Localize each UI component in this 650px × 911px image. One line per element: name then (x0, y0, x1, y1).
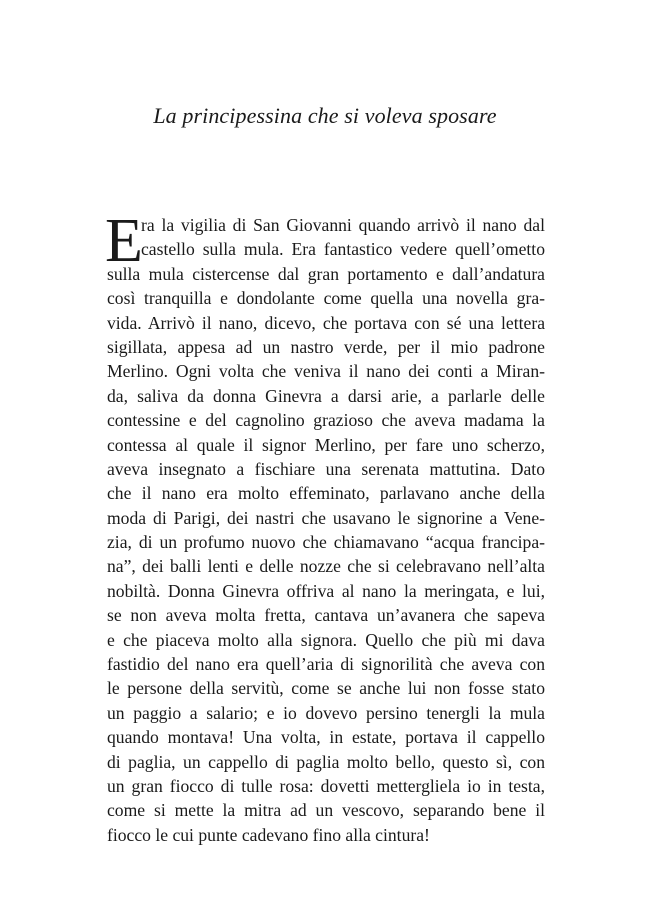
text-line: così tranquilla e dondolante come quella una novella gra- (107, 288, 545, 309)
text-line: Merlino. Ogni volta che veniva il nano dei conti a Miran- (107, 361, 545, 382)
text-line: zia, di un profumo nuovo che chiamavano “acqua francipa- (107, 532, 545, 553)
text-line: di paglia, un cappello di paglia molto bello, questo sì, con (107, 751, 545, 772)
text-line: vida. Arrivò il nano, dicevo, che portava con sé una lettera (107, 312, 545, 333)
text-line: un gran fiocco di tulle rosa: dovetti mettergliela io in testa, (107, 775, 545, 796)
text-line: castello sulla mula. Era fantastico vedere quell’ometto (141, 239, 545, 260)
drop-cap: E (105, 207, 143, 275)
text-line: quando montava! Una volta, in estate, portava il cappello (107, 727, 545, 748)
text-line: ra la vigilia di San Giovanni quando arrivò il nano dal (141, 215, 545, 235)
text-line: che il nano era molto effeminato, parlavano anche della (107, 483, 545, 504)
chapter-title: La principessina che si voleva sposare (153, 103, 497, 128)
text-line: contessa al quale il signor Merlino, per fare uno scherzo, (107, 434, 545, 455)
text-line: aveva insegnato a fischiare una serenata mattutina. Dato (107, 458, 545, 479)
text-line: le persone della servitù, come se anche lui non fosse stato (107, 678, 545, 699)
text-line: moda di Parigi, dei nastri che usavano le signorine a Vene- (107, 507, 545, 528)
text-line: fiocco le cui punte cadevano fino alla cintura! (107, 824, 430, 845)
text-line: e che piaceva molto alla signora. Quello che più mi dava (107, 629, 545, 650)
text-line: fastidio del nano era quell’aria di signorilità che aveva con (107, 654, 545, 675)
chapter-body (105, 207, 545, 847)
text-line: sulla mula cistercense dal gran portamento e dall’andatura (107, 263, 545, 284)
text-line: se non aveva molta fretta, cantava un’avanera che sapeva (107, 605, 545, 626)
text-line: da, saliva da donna Ginevra a darsi arie, a parlarle delle (107, 385, 545, 406)
text-line: un paggio a salario; e io dovevo persino tenergli la mula (107, 702, 545, 723)
text-line: sigillata, appesa ad un nastro verde, per il mio padrone (107, 336, 545, 357)
text-line: contessine e del cagnolino grazioso che aveva madama la (107, 410, 545, 431)
text-line: nobiltà. Donna Ginevra offriva al nano la meringata, e lui, (107, 580, 545, 601)
text-line: come si mette la mitra ad un vescovo, separando bene il (107, 800, 545, 821)
text-line: na”, dei balli lenti e delle nozze che si celebravano nell’alta (107, 556, 545, 577)
